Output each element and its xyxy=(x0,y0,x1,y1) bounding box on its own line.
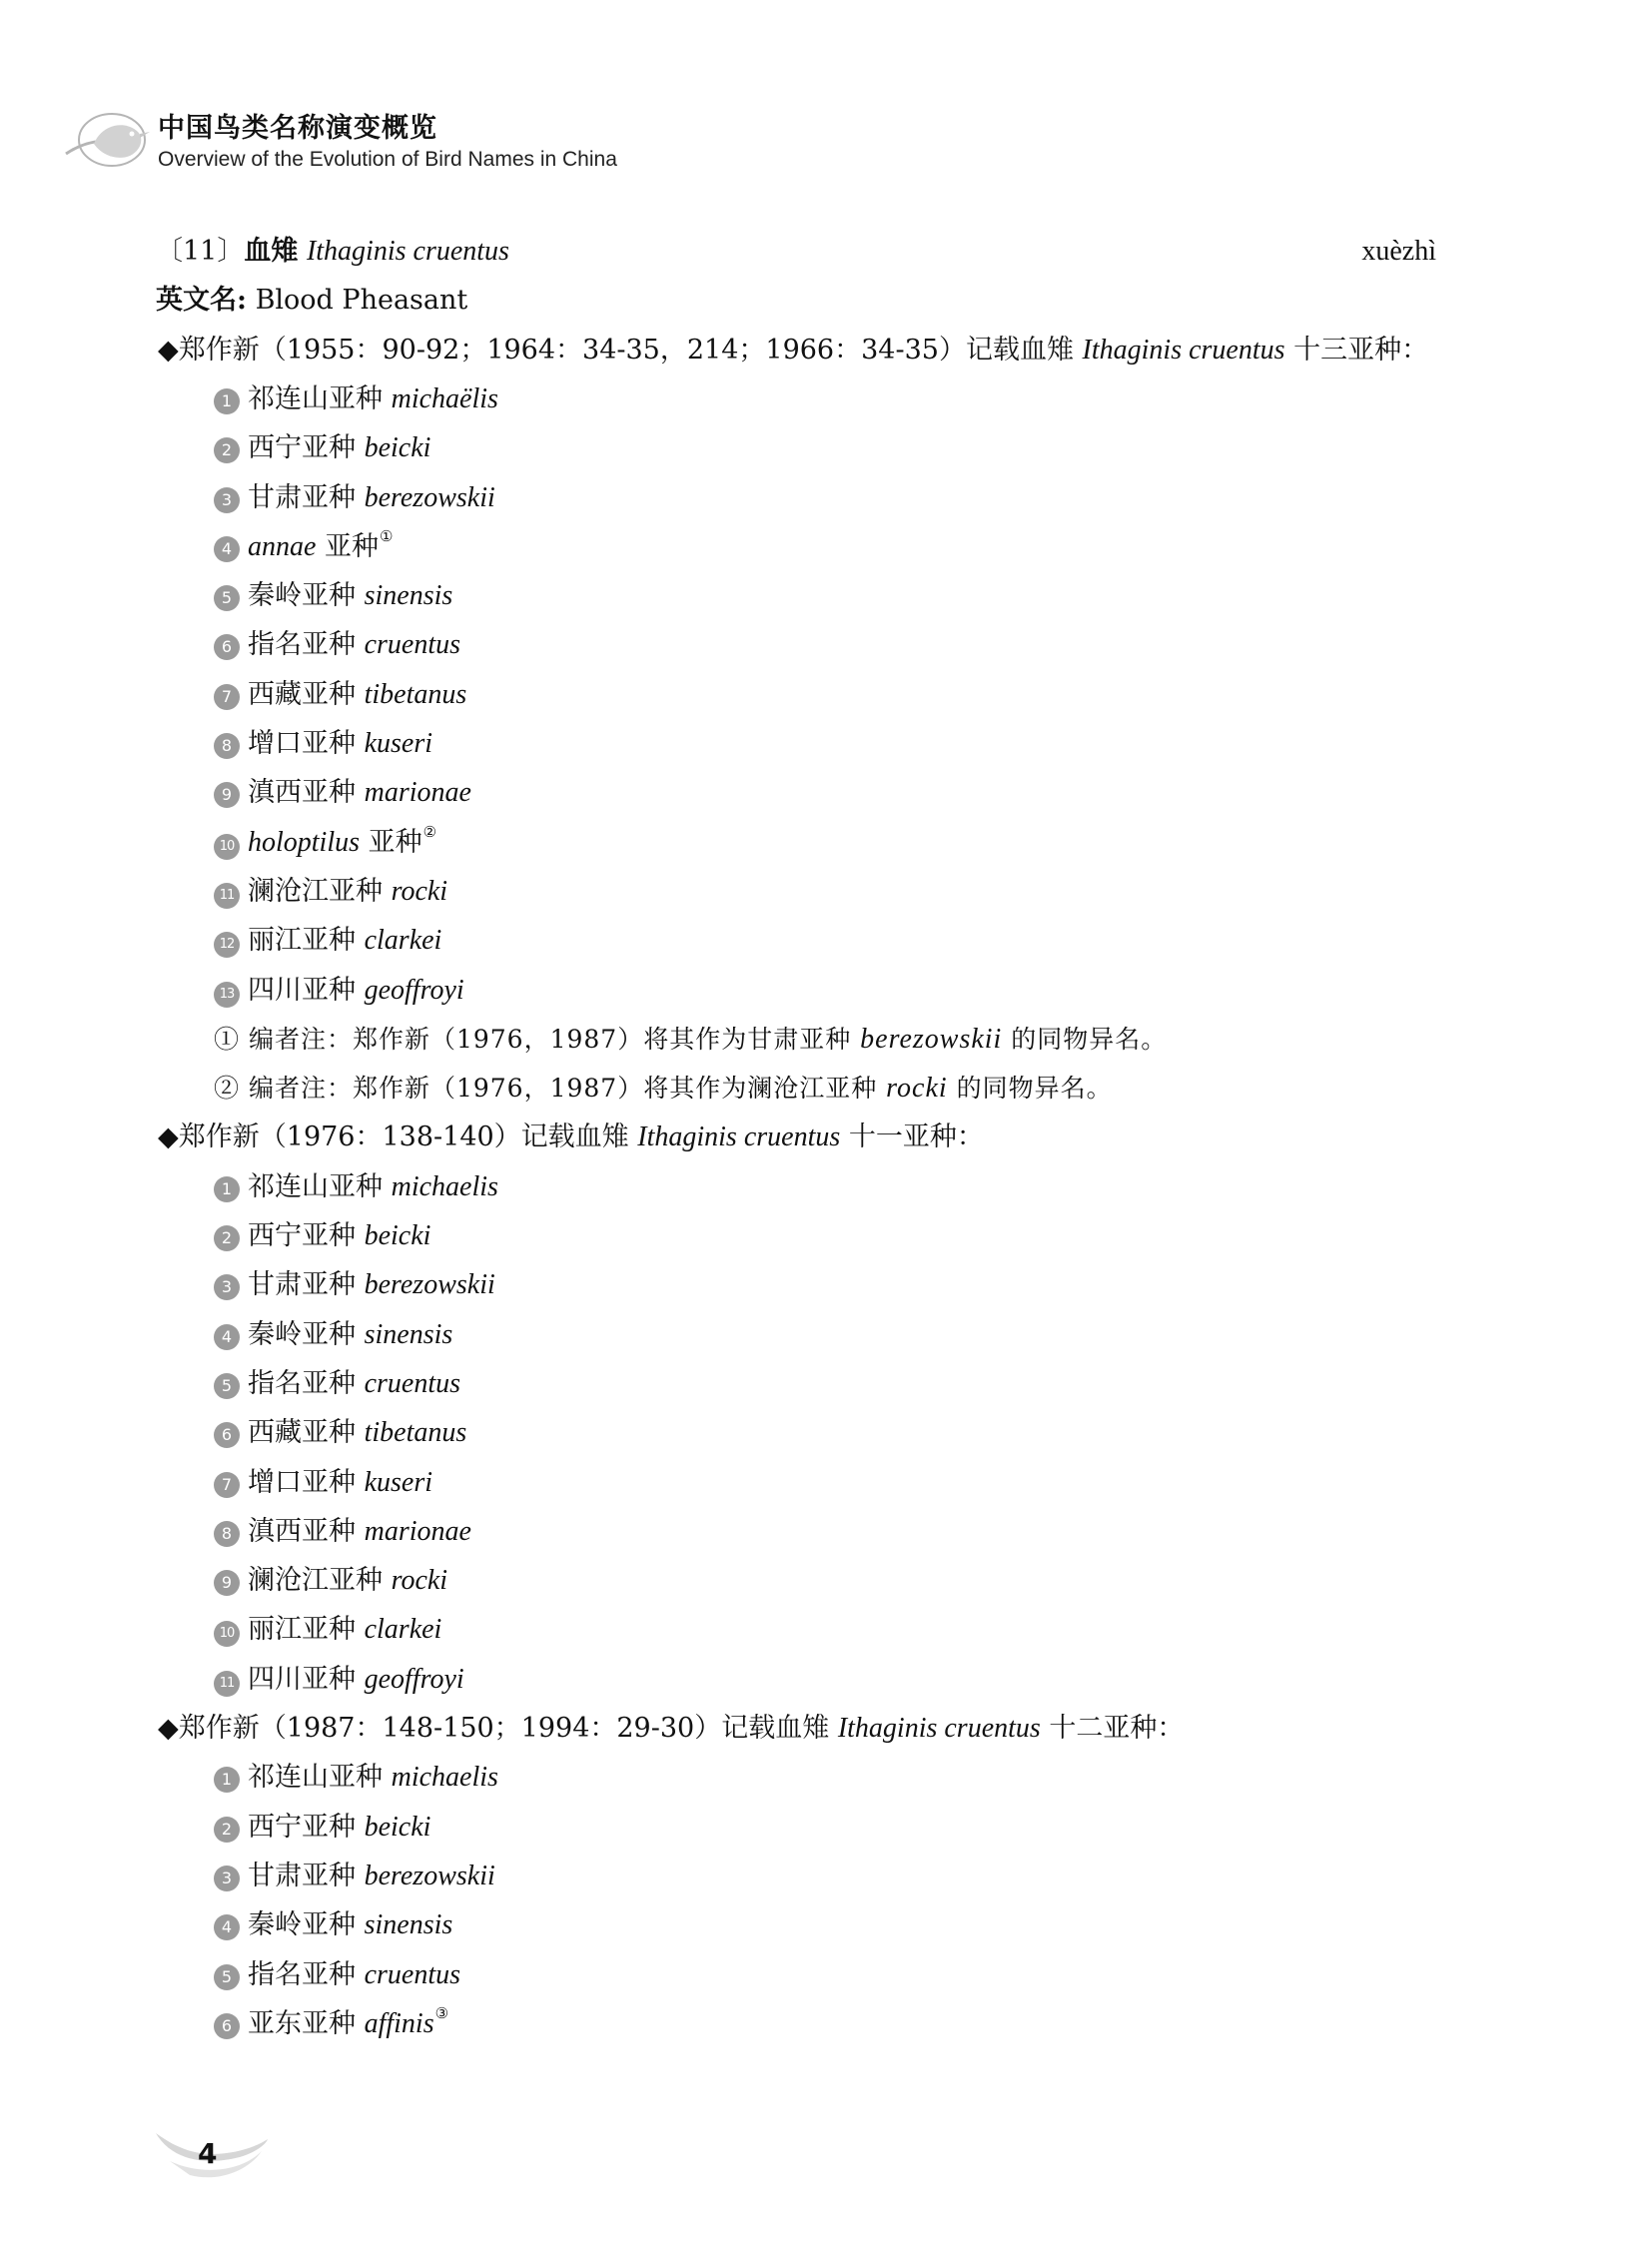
subspecies-item xyxy=(214,628,460,662)
number-badge: 2 xyxy=(214,1817,240,1843)
number-badge: 9 xyxy=(214,1570,240,1596)
subspecies-item xyxy=(214,1219,430,1253)
subspecies-item xyxy=(214,1466,432,1500)
subspecies-name-sci: marionae xyxy=(364,1515,471,1547)
subspecies-item xyxy=(214,1761,498,1795)
section-intro xyxy=(158,334,1428,368)
subspecies-name-cn: 西宁亚种 xyxy=(248,1220,365,1251)
subspecies-name-cn: 指名亚种 xyxy=(248,1367,365,1399)
subspecies-name-sci: tibetanus xyxy=(364,678,467,710)
subspecies-name-sci: cruentus xyxy=(364,1958,461,1990)
subspecies-name-cn: 甘肃亚种 xyxy=(248,1269,365,1301)
subspecies-item xyxy=(214,2003,449,2041)
subspecies-name-cn: 西宁亚种 xyxy=(248,1811,365,1843)
section-intro-suffix: 十二亚种： xyxy=(1040,1713,1185,1744)
subspecies-name-sci: kuseri xyxy=(364,1466,433,1498)
editor-note xyxy=(214,1023,1167,1057)
subspecies-item xyxy=(214,1318,452,1352)
subspecies-name-sci: sinensis xyxy=(364,1909,453,1941)
subspecies-suffix: 亚种 xyxy=(360,826,422,858)
subspecies-item xyxy=(214,1663,464,1697)
subspecies-item xyxy=(214,1170,498,1204)
section-intro xyxy=(158,1712,1184,1746)
section-intro-text: ◆郑作新（1955：90-92；1964：34-35，214；1966：34-35）记载血雉 xyxy=(158,334,1083,366)
number-badge: 6 xyxy=(214,634,240,660)
editor-note-suffix: 的同物异名。 xyxy=(1002,1024,1168,1054)
page-footer xyxy=(150,2127,270,2187)
number-badge: 10 xyxy=(214,1621,240,1647)
subspecies-name-cn: 丽江亚种 xyxy=(248,1614,365,1646)
number-badge: 12 xyxy=(214,932,240,958)
entry-heading xyxy=(156,235,509,269)
subspecies-item xyxy=(214,875,447,909)
subspecies-name-cn: 滇西亚种 xyxy=(248,777,365,809)
subspecies-name-sci: cruentus xyxy=(364,629,461,661)
section-intro-sci: Ithaginis cruentus xyxy=(637,1121,841,1153)
subspecies-item xyxy=(214,481,495,515)
number-badge: 1 xyxy=(214,388,240,414)
subspecies-name-sci: annae xyxy=(248,530,317,562)
number-badge: 2 xyxy=(214,1225,240,1251)
english-name-label: 英文名: xyxy=(156,285,247,317)
subspecies-item xyxy=(214,1613,441,1647)
subspecies-name-cn: 四川亚种 xyxy=(248,974,365,1006)
subspecies-name-cn: 西藏亚种 xyxy=(248,1417,365,1449)
subspecies-name-sci: beicki xyxy=(364,1220,431,1251)
footnote-marker: ② xyxy=(422,822,437,841)
page-header xyxy=(64,104,763,184)
subspecies-name-sci: holoptilus xyxy=(248,826,361,858)
subspecies-name-cn: 四川亚种 xyxy=(248,1663,365,1695)
number-badge: 9 xyxy=(214,782,240,808)
english-name-line xyxy=(156,284,467,318)
subspecies-name-cn: 秦岭亚种 xyxy=(248,1909,365,1941)
subspecies-item xyxy=(214,1416,466,1450)
bird-logo-icon xyxy=(64,104,164,178)
subspecies-name-cn: 祁连山亚种 xyxy=(248,1170,392,1202)
subspecies-name-cn: 指名亚种 xyxy=(248,1958,365,1990)
subspecies-name-sci: tibetanus xyxy=(364,1417,467,1449)
subspecies-name-sci: michaelis xyxy=(391,1762,498,1794)
number-badge: 4 xyxy=(214,1914,240,1940)
subspecies-item xyxy=(214,1564,447,1598)
number-badge: 3 xyxy=(214,1274,240,1300)
number-badge: 13 xyxy=(214,982,240,1008)
section-intro xyxy=(158,1121,984,1154)
editor-note-sci: rocki xyxy=(886,1073,948,1105)
subspecies-name-sci: rocki xyxy=(391,1565,448,1597)
editor-note-sci: berezowskii xyxy=(860,1023,1003,1055)
section-intro-suffix: 十一亚种： xyxy=(840,1121,984,1153)
number-badge: 4 xyxy=(214,536,240,562)
section-intro-text: ◆郑作新（1976：138-140）记载血雉 xyxy=(158,1121,638,1153)
subspecies-name-sci: beicki xyxy=(364,1811,431,1843)
number-badge: 4 xyxy=(214,1324,240,1350)
subspecies-name-cn: 澜沧江亚种 xyxy=(248,875,392,907)
subspecies-item xyxy=(214,579,452,613)
subspecies-name-cn: 西宁亚种 xyxy=(248,432,365,464)
subspecies-name-sci: geoffroyi xyxy=(364,974,464,1006)
number-badge: 3 xyxy=(214,1866,240,1891)
footnote-marker: ① xyxy=(380,526,394,545)
subspecies-item xyxy=(214,776,471,810)
subspecies-item xyxy=(214,924,441,958)
subspecies-suffix: 亚种 xyxy=(316,530,380,562)
section-intro-sci: Ithaginis cruentus xyxy=(1082,334,1285,366)
number-badge: 7 xyxy=(214,684,240,710)
number-badge: 5 xyxy=(214,1373,240,1399)
subspecies-name-cn: 丽江亚种 xyxy=(248,925,365,957)
subspecies-item xyxy=(214,974,464,1008)
entry-name-sci: Ithaginis cruentus xyxy=(306,236,509,267)
subspecies-name-cn: 秦岭亚种 xyxy=(248,580,365,612)
subspecies-name-cn: 澜沧江亚种 xyxy=(248,1565,392,1597)
editor-note-text: ② 编者注：郑作新（1976，1987）将其作为澜沧江亚种 xyxy=(214,1074,887,1104)
subspecies-name-sci: clarkei xyxy=(364,925,442,957)
section-intro-suffix: 十三亚种： xyxy=(1284,334,1429,366)
subspecies-name-cn: 甘肃亚种 xyxy=(248,1860,365,1891)
subspecies-name-sci: michaëlis xyxy=(391,382,498,414)
subspecies-item xyxy=(214,431,430,465)
section-intro-text: ◆郑作新（1987：148-150；1994：29-30）记载血雉 xyxy=(158,1713,838,1744)
editor-note-suffix: 的同物异名。 xyxy=(947,1074,1113,1104)
subspecies-name-sci: geoffroyi xyxy=(364,1663,464,1695)
english-name: Blood Pheasant xyxy=(255,285,468,317)
subspecies-name-cn: 增口亚种 xyxy=(248,728,365,759)
number-badge: 11 xyxy=(214,1671,240,1697)
subspecies-item xyxy=(214,1860,495,1893)
subspecies-name-cn: 甘肃亚种 xyxy=(248,481,365,513)
subspecies-item xyxy=(214,727,432,761)
subspecies-name-cn: 增口亚种 xyxy=(248,1466,365,1498)
subspecies-item xyxy=(214,382,498,416)
number-badge: 8 xyxy=(214,733,240,759)
subspecies-item xyxy=(214,1811,430,1845)
entry-name-cn: 血雉 xyxy=(244,236,299,267)
subspecies-item xyxy=(214,1367,460,1401)
subspecies-name-cn: 指名亚种 xyxy=(248,629,365,661)
subspecies-item xyxy=(214,1958,460,1992)
editor-note xyxy=(214,1072,1113,1106)
subspecies-name-sci: marionae xyxy=(364,777,471,809)
entry-pinyin: xuèzhì xyxy=(1361,236,1436,267)
subspecies-item xyxy=(214,822,437,860)
number-badge: 1 xyxy=(214,1176,240,1202)
number-badge: 2 xyxy=(214,437,240,463)
subspecies-name-sci: berezowskii xyxy=(364,481,495,513)
subspecies-name-sci: berezowskii xyxy=(364,1269,495,1301)
subspecies-name-sci: clarkei xyxy=(364,1614,442,1646)
editor-note-text: ① 编者注：郑作新（1976，1987）将其作为甘肃亚种 xyxy=(214,1024,861,1054)
subspecies-item xyxy=(214,1908,452,1942)
subspecies-name-sci: michaelis xyxy=(391,1170,498,1202)
subspecies-name-cn: 秦岭亚种 xyxy=(248,1318,365,1350)
number-badge: 11 xyxy=(214,883,240,909)
subspecies-name-sci: sinensis xyxy=(364,1318,453,1350)
book-title-cn: 中国鸟类名称演变概览 xyxy=(158,113,437,144)
number-badge: 10 xyxy=(214,834,240,860)
subspecies-name-cn: 祁连山亚种 xyxy=(248,382,392,414)
number-badge: 6 xyxy=(214,2013,240,2039)
subspecies-name-sci: cruentus xyxy=(364,1367,461,1399)
subspecies-item xyxy=(214,526,394,564)
subspecies-item xyxy=(214,1268,495,1302)
section-intro-sci: Ithaginis cruentus xyxy=(837,1713,1041,1744)
number-badge: 8 xyxy=(214,1521,240,1547)
subspecies-name-sci: rocki xyxy=(391,875,448,907)
page-number: 4 xyxy=(198,2137,218,2170)
subspecies-name-sci: kuseri xyxy=(364,728,433,759)
number-badge: 7 xyxy=(214,1472,240,1498)
subspecies-item xyxy=(214,678,466,712)
subspecies-name-cn: 滇西亚种 xyxy=(248,1515,365,1547)
entry-number: 〔11〕 xyxy=(156,236,245,267)
number-badge: 1 xyxy=(214,1767,240,1793)
subspecies-name-sci: berezowskii xyxy=(364,1860,495,1891)
subspecies-name-cn: 西藏亚种 xyxy=(248,678,365,710)
subspecies-item xyxy=(214,1515,471,1549)
number-badge: 5 xyxy=(214,1964,240,1990)
subspecies-name-cn: 亚东亚种 xyxy=(248,2007,365,2039)
number-badge: 5 xyxy=(214,585,240,611)
subspecies-name-sci: sinensis xyxy=(364,580,453,612)
footnote-marker: ③ xyxy=(434,2003,449,2022)
subspecies-name-cn: 祁连山亚种 xyxy=(248,1762,392,1794)
book-title-en: Overview of the Evolution of Bird Names in China xyxy=(158,148,617,171)
number-badge: 3 xyxy=(214,487,240,513)
number-badge: 6 xyxy=(214,1422,240,1448)
subspecies-name-sci: affinis xyxy=(364,2007,434,2039)
subspecies-name-sci: beicki xyxy=(364,432,431,464)
